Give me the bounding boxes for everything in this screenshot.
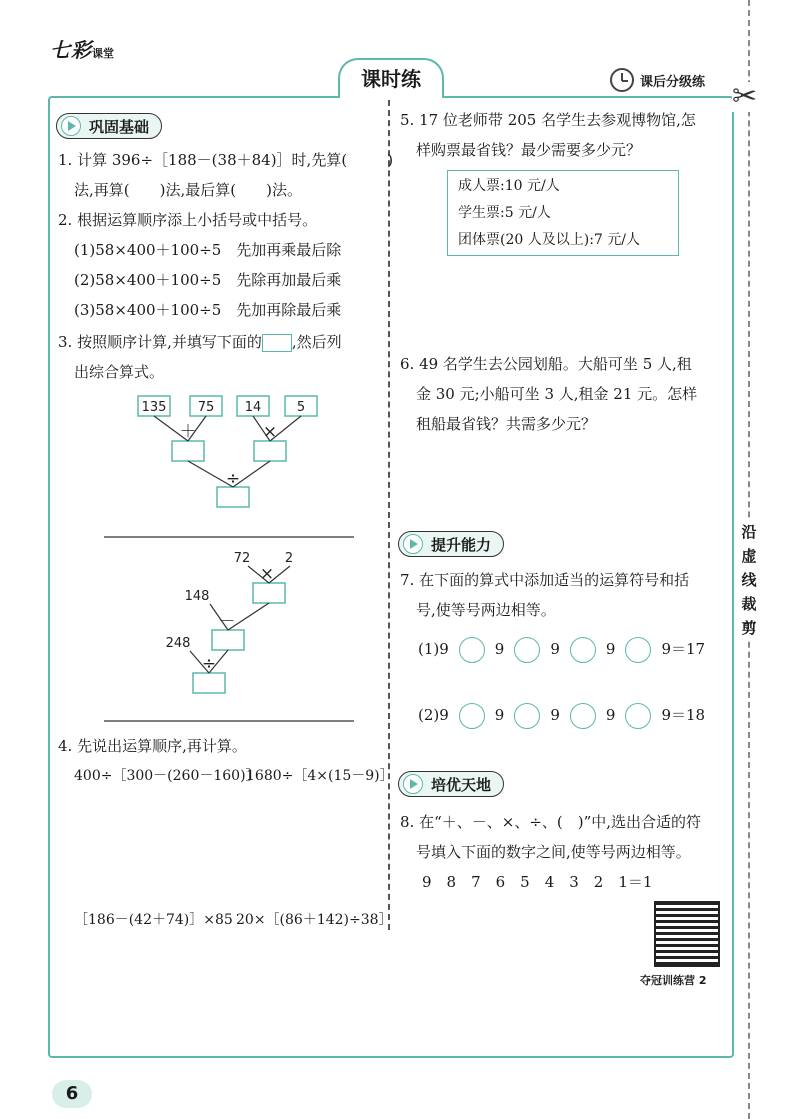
operator-blank[interactable] <box>514 703 540 729</box>
q1-line2: 法,再算( )法,最后算( )法。 <box>74 181 302 199</box>
price-item: 学生票:5 元/人 <box>458 205 551 221</box>
tree1-num: 14 <box>244 400 262 415</box>
q4-expression: ［186－(42＋74)］×85 <box>74 912 233 928</box>
operator-blank[interactable] <box>625 637 651 663</box>
q1-text-b: ) <box>387 151 394 169</box>
q6-line1: 6. 49 名学生去公园划船。大船可坐 5 人,租 <box>400 355 692 373</box>
q7-equation-1 <box>418 636 705 663</box>
page-number: 6 <box>52 1080 92 1108</box>
tree1-num: 135 <box>141 400 167 415</box>
q8-line2: 号填入下面的数字之间,使等号两边相等。 <box>416 843 691 861</box>
section-basic-label: 巩固基础 <box>89 117 150 136</box>
tree2-num: 72 <box>233 551 251 566</box>
q4-expression: 20×［(86＋142)÷38］ <box>236 912 393 928</box>
q7-equation-2 <box>418 702 705 729</box>
q7-line1: 7. 在下面的算式中添加适当的运算符号和括 <box>400 571 690 589</box>
tree1-num: 5 <box>296 400 306 415</box>
price-item: 团体票(20 人及以上):7 元/人 <box>458 232 640 248</box>
q7-num: 9 <box>494 640 505 658</box>
q4-expression: 1680÷［4×(15－9)］ <box>246 768 394 784</box>
q6-line2: 金 30 元;小船可坐 3 人,租金 21 元。怎样 <box>416 385 698 403</box>
tree1-result-box[interactable] <box>172 441 204 461</box>
ticket-price-box <box>447 170 679 256</box>
section-improve-label: 提升能力 <box>431 535 492 554</box>
q7-line2: 号,使等号两边相等。 <box>416 601 556 619</box>
tree1-op: ＋ <box>179 422 197 442</box>
operator-blank[interactable] <box>514 637 540 663</box>
q7-num: 9 <box>494 706 505 724</box>
q1-text-a: 1. 计算 396÷［188－(38＋84)］时,先算( <box>58 151 348 169</box>
scissors-icon: ✂ <box>732 79 758 114</box>
q8-line3: 9 8 7 6 5 4 3 2 1＝1 <box>422 873 653 891</box>
q2-title: 2. 根据运算顺序添上小括号或中括号。 <box>58 211 318 229</box>
operator-blank[interactable] <box>570 703 596 729</box>
brand-small: 课堂 <box>92 47 114 60</box>
q6-line3: 租船最省钱？共需多少元？ <box>416 415 597 433</box>
q2-item: (1)58×400＋100÷5 先加再乘最后除 <box>74 241 342 259</box>
qr-code-icon[interactable] <box>654 901 720 967</box>
q4-title: 4. 先说出运算顺序,再计算。 <box>58 737 247 755</box>
q7-result: 9＝17 <box>661 640 706 658</box>
brand-big: 七彩 <box>50 38 92 62</box>
section-advanced-label: 培优天地 <box>431 775 492 794</box>
operator-blank[interactable] <box>570 637 596 663</box>
tree1-final-box[interactable] <box>217 487 249 507</box>
cut-char: 线 <box>741 571 757 589</box>
q4-expression: 400÷［300－(260－160)］ <box>74 768 260 784</box>
tree2-result-box[interactable] <box>253 583 285 603</box>
q5-line2: 样购票最省钱？最少需要多少元？ <box>416 141 642 159</box>
cut-char: 虚 <box>741 547 757 565</box>
tree2-final-box[interactable] <box>193 673 225 693</box>
q2-item: (3)58×400＋100÷5 先加再除最后乘 <box>74 301 342 319</box>
tree2-op: ÷ <box>201 654 217 674</box>
header-right-label: 课后分级练 <box>640 74 706 90</box>
cut-char: 剪 <box>741 619 757 637</box>
tree2-result-box[interactable] <box>212 630 244 650</box>
section-improve <box>398 531 504 557</box>
tree2-num: 248 <box>165 636 191 651</box>
qr-label: 夺冠训练营 2 <box>640 974 707 987</box>
tree1-op: × <box>262 422 278 442</box>
q7-num: 9 <box>550 640 560 658</box>
price-item: 成人票:10 元/人 <box>458 178 560 194</box>
q7-num: 9 <box>605 706 616 724</box>
q5-line1: 5. 17 位老师带 205 名学生去参观博物馆,怎 <box>400 111 696 129</box>
q7-num: 9 <box>550 706 560 724</box>
tree2-num: 2 <box>284 551 294 566</box>
tree2-num: 148 <box>184 589 210 604</box>
q3-text-b: ,然后列 <box>291 333 342 351</box>
operator-blank[interactable] <box>459 637 485 663</box>
play-icon <box>403 774 423 794</box>
tree1-op: ÷ <box>225 469 241 489</box>
page-title: 课时练 <box>338 58 444 98</box>
play-icon <box>403 534 423 554</box>
operator-blank[interactable] <box>625 703 651 729</box>
tree1-result-box[interactable] <box>254 441 286 461</box>
q3-text-a: 3. 按照顺序计算,并填写下面的 <box>58 333 262 351</box>
operator-blank[interactable] <box>459 703 485 729</box>
q7-start: (2)9 <box>418 706 449 724</box>
tree2-op: － <box>218 612 236 632</box>
q3-line2: 出综合算式。 <box>74 363 165 381</box>
section-advanced <box>398 771 504 797</box>
tree2-op: × <box>259 564 275 584</box>
q7-num: 9 <box>605 640 616 658</box>
q2-item: (2)58×400＋100÷5 先除再加最后乘 <box>74 271 342 289</box>
tree1-num: 75 <box>197 400 215 415</box>
q7-start: (1)9 <box>418 640 449 658</box>
cut-char: 沿 <box>741 523 757 541</box>
q8-line1: 8. 在“＋、－、×、÷、( )”中,选出合适的符 <box>400 813 702 831</box>
cut-char: 裁 <box>741 595 757 613</box>
q7-result: 9＝18 <box>661 706 706 724</box>
